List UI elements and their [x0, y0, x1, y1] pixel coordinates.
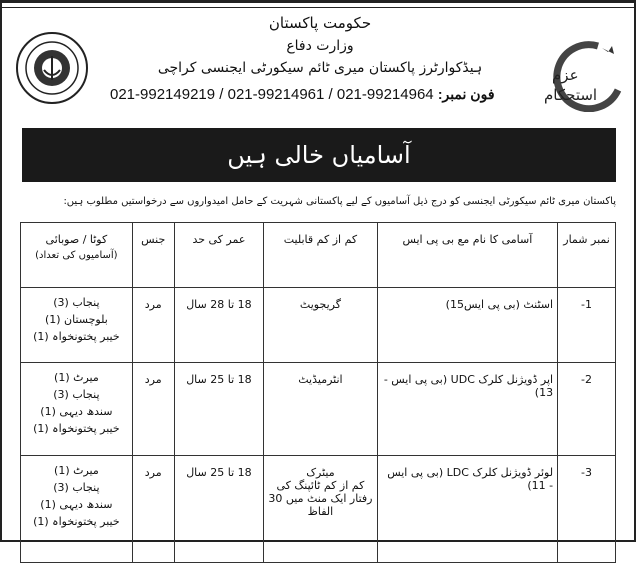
header-quota-sub: (آسامیوں کی تعداد) [35, 250, 118, 261]
header-gender: جنس [132, 223, 174, 288]
header-sn: نمبر شمار [558, 223, 616, 288]
header-quota-label: کوٹا / صوبائی [45, 233, 108, 246]
row-quota [21, 288, 133, 363]
row-gender: مرد [132, 288, 174, 363]
vacancies-table [20, 222, 616, 563]
phone-label: فون نمبر: [437, 86, 495, 102]
svg-text:استحکام: استحکام [544, 86, 598, 104]
quota-item: خیبر پختونخواہ (1) [33, 515, 120, 528]
header-quota [21, 223, 133, 288]
quota-item: میرٹ (1) [54, 371, 99, 384]
top-rule [0, 7, 636, 8]
row-age: 18 تا 25 سال [174, 363, 264, 456]
row-qualification: گریجویٹ [264, 288, 377, 363]
header-post: آسامی کا نام مع بی پی ایس [377, 223, 557, 288]
table-row [21, 288, 616, 363]
row-sn: -1 [558, 288, 616, 363]
quota-item: میرٹ (1) [54, 464, 99, 477]
row-post: اسٹنٹ (بی پی ایس15) [377, 288, 557, 363]
quota-item: پنجاب (3) [53, 388, 100, 401]
phone-numbers: 021-992149219 / 021-99214961 / 021-99214964 [110, 86, 434, 103]
row-qualification: میٹرک کم از کم ٹائپنگ کی رفتار ایک منٹ میں 30 الفاظ [264, 456, 377, 563]
azm-e-istehkam-logo-icon [538, 40, 626, 112]
row-age: 18 تا 28 سال [174, 288, 264, 363]
table-row [21, 363, 616, 456]
table-row [21, 456, 616, 563]
agency-title: ہیڈکوارٹرز پاکستان میری ٹائم سیکورٹی ایجنسی کراچی [157, 60, 483, 76]
quota-item: خیبر پختونخواہ (1) [33, 422, 120, 435]
quota-item: خیبر پختونخواہ (1) [33, 330, 120, 343]
row-quota [21, 456, 133, 563]
intro-text: پاکستان میری ٹائم سیکورٹی ایجنسی کو درج ذیل آسامیوں کے لیے پاکستانی شہریت کے حامل امیدواروں سے درخواستیں مطلوب ہیں: [63, 196, 616, 207]
row-sn: -2 [558, 363, 616, 456]
phone-line [110, 86, 530, 103]
row-post: اپر ڈویژنل کلرک UDC (بی پی ایس - 13) [377, 363, 557, 456]
row-gender: مرد [132, 363, 174, 456]
quota-item: سندھ دیہی (1) [40, 405, 113, 418]
header-qualification: کم از کم قابلیت [264, 223, 377, 288]
quota-item: پنجاب (3) [53, 481, 100, 494]
row-gender: مرد [132, 456, 174, 563]
govt-title: حکومت پاکستان [268, 14, 372, 32]
vacancies-banner: آسامیاں خالی ہیں [22, 128, 616, 182]
row-sn: -3 [558, 456, 616, 563]
row-age: 18 تا 25 سال [174, 456, 264, 563]
svg-text:عزم: عزم [552, 66, 579, 84]
row-quota [21, 363, 133, 456]
ministry-title: وزارت دفاع [286, 38, 354, 54]
maritime-agency-seal-icon [14, 30, 90, 106]
row-post: لوئر ڈویژنل کلرک LDC (بی پی ایس - 11) [377, 456, 557, 563]
table-header-row [21, 223, 616, 288]
quota-item: سندھ دیہی (1) [40, 498, 113, 511]
quota-item: بلوچستان (1) [44, 313, 108, 326]
quota-item: پنجاب (3) [53, 296, 100, 309]
header-age: عمر کی حد [174, 223, 264, 288]
row-qualification: انٹرمیڈیٹ [264, 363, 377, 456]
